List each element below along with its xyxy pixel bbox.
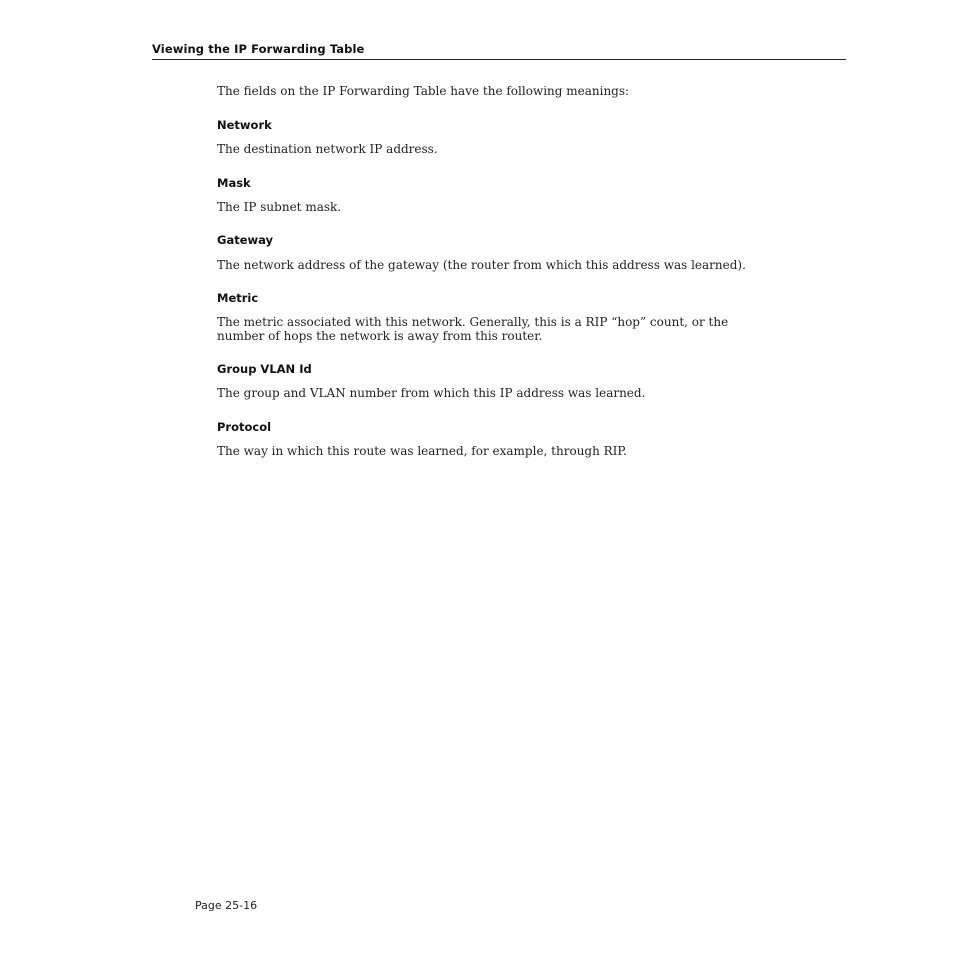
field-description-protocol: The way in which this route was learned, for example, through RIP. [217,444,627,458]
field-term-protocol: Protocol [217,420,272,434]
field-description-group-vlan-id: The group and VLAN number from which this IP address was learned. [217,386,646,400]
running-header-title: Viewing the IP Forwarding Table [152,42,365,56]
field-description-metric: The metric associated with this network. Generally, this is a RIP “hop” count, or the number of hops the network is away from this router. [217,315,729,343]
field-term-metric: Metric [217,291,259,305]
field-term-network: Network [217,118,272,132]
running-header [152,40,846,60]
field-description-mask: The IP subnet mask. [217,200,342,214]
field-term-mask: Mask [217,176,251,190]
field-description-network: The destination network IP address. [217,142,438,156]
field-description-gateway: The network address of the gateway (the router from which this address was learned). [217,258,746,272]
field-term-group-vlan-id: Group VLAN Id [217,362,312,376]
intro-paragraph: The fields on the IP Forwarding Table have the following meanings: [217,84,630,98]
field-term-gateway: Gateway [217,233,274,247]
page-number: Page 25-16 [195,899,258,912]
